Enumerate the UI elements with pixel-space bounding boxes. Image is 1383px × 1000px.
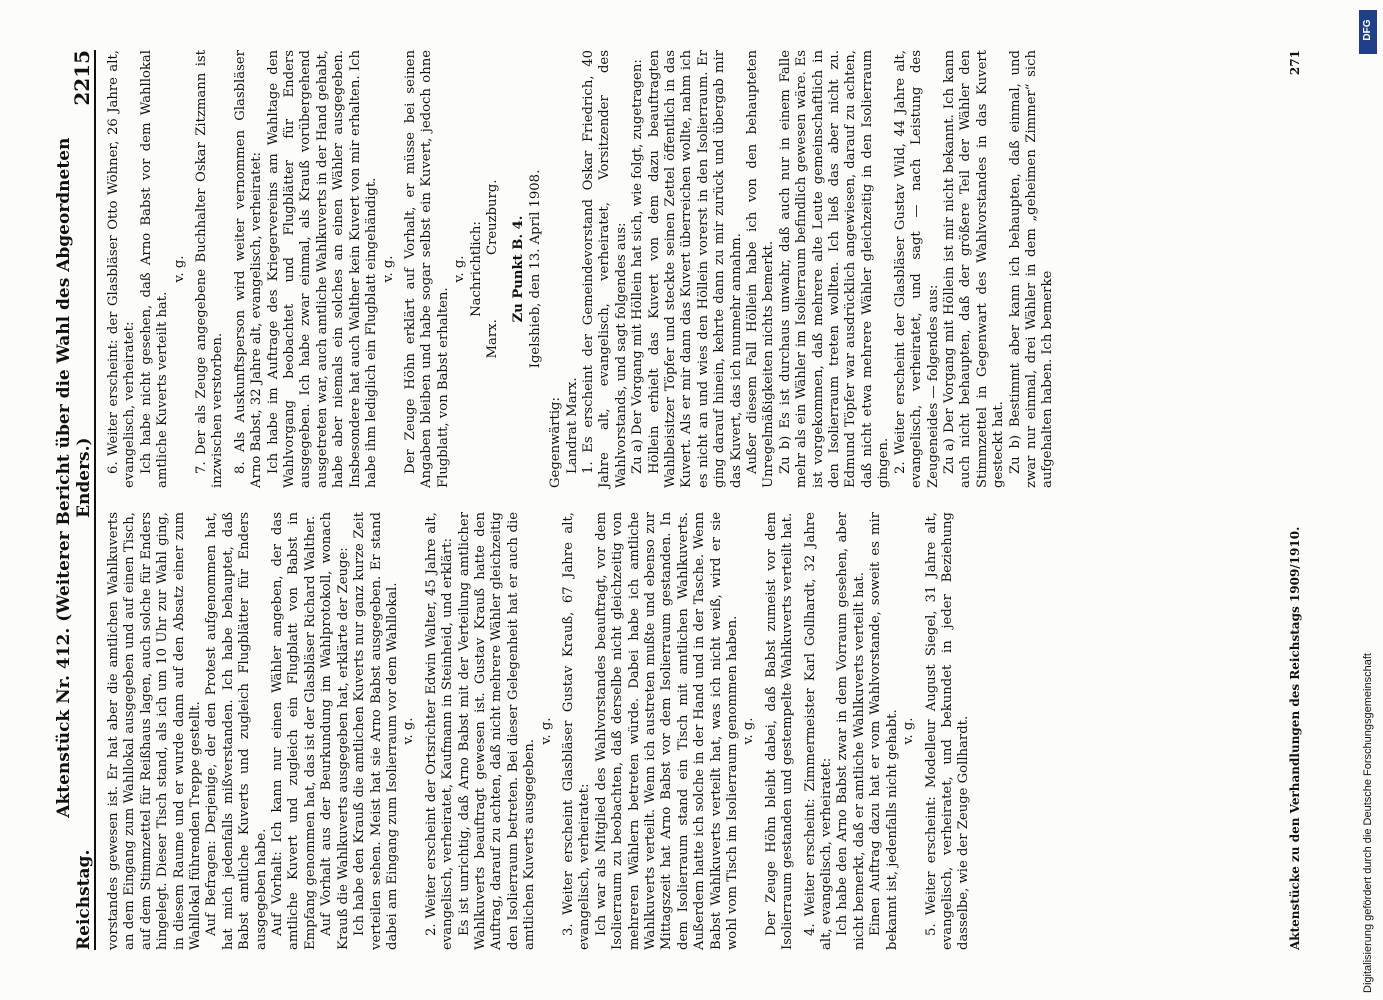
place-date: Igelshieb, den 13. April 1908.: [527, 169, 543, 369]
paragraph: 4. Weiter erscheint: Zimmermeister Karl Gollhardt, 32 Jahre alt, evangelisch, verheiratet:: [802, 512, 835, 950]
vg-mark: v. g.: [538, 717, 554, 745]
page-header: [54, 50, 96, 950]
dfg-logo: DFG: [1359, 10, 1377, 54]
paragraph: Auf Befragen: Derjenige, der den Protest aufgenommen hat, hat mich jedenfalls mißverstanden. Ich habe behauptet, daß Babst amtliche Kuverts und zugleich Flugblätter für Enders ausgegeben habe.: [204, 512, 269, 950]
present-name: Landrat Marx.: [564, 377, 580, 474]
paragraph: 2. Weiter erscheint der Ortsrichter Edwin Walter, 45 Jahre alt, evangelisch, verheiratet, Kaufmann in Steinheid, und erklärt:: [423, 512, 456, 950]
paragraph: Ich habe nicht gesehen, daß Arno Babst vor dem Wahllokal amtliche Kuverts verteilt hat.: [138, 50, 171, 488]
paragraph: Zu a) Der Vorgang mit Höllein ist mir nicht bekannt. Ich kann auch nicht behaupten, daß der größere Teil der Wähler den Stimmzettel in Gegenwart des Wahlvorstandes in das Kuvert gesteckt hat.: [941, 50, 1007, 488]
header-page-number: 2215: [70, 50, 94, 106]
paragraph: Zu b) Es ist durchaus unwahr, daß auch nur in einem Falle mehr als ein Wähler im Isolierraum befindlich gewesen wäre. Es ist vorgekommen, daß mehrere alte Leute gemeinschaftlich in den Isolierraum treten wollten. Ich ließ das aber nicht zu. Edmund Töpfer war ausdrücklich angewiesen, darauf zu achten, daß nicht etwa mehrere Wähler gleichzeitig in den Isolierraum gingen.: [777, 50, 892, 488]
vg-mark: v. g.: [380, 255, 396, 283]
header-title: Aktenstück Nr. 412. (Weiterer Bericht über die Wahl des Abgeordneten Enders.): [54, 137, 94, 818]
paragraph: Auf Vorhalt aus der Beurkundung im Wahlprotokoll, wonach Krauß die Wahlkuverts ausgegeben hat, erklärte der Zeuge:: [319, 512, 351, 950]
paragraph: 1. Es erscheint der Gemeindevorstand Oskar Friedrich, 40 Jahre alt, evangelisch, verheiratet, Vorsitzender des Wahlvorstands, und sagt folgendes aus:: [580, 50, 629, 488]
paragraph: Ich habe im Auftrage des Kriegervereins am Wahltage den Wahlvorgang beobachtet und Flugblätter für Enders ausgegeben. Ich habe zwar einmal, als Krauß vorübergehend ausgetreten war, auch amtliche Wahlkuverts in der Hand gehabt, habe aber niemals ein solches an einen Wähler ausgegeben. Insbesondere hat auch Walther kein Kuvert von mir erhalten. Ich habe ihm lediglich ein Flugblatt eingehändigt.: [265, 50, 380, 488]
header-left: Reichstag.: [74, 849, 94, 950]
present-label: Gegenwärtig:: [548, 397, 564, 488]
paragraph: Es ist unrichtig, daß Arno Babst mit der Verteilung amtlicher Wahlkuverts beauftragt gewesen ist. Gustav Krauß hatte den Auftrag, darauf zu achten, daß nicht mehrere Wähler gleichzeitig den Isolierraum betreten. Bei dieser Gelegenheit hat er auch die amtlichen Kuverts ausgegeben.: [456, 512, 538, 950]
vg-mark: v. g.: [741, 717, 757, 745]
paragraph: vorstandes gewesen ist. Er hat aber die amtlichen Wahlkuverts an dem Eingang zum Wahllokal ausgegeben und auf einen Tisch, auf dem Stimmzettel für Reißhaus lagen, auch solche für Enders hingelegt. Dieser Tisch stand, als ich um 10 Uhr zur Wahl ging, in diesem Raume und er wurde dann auf den Absatz einer zum Wahllokal führenden Treppe gestellt.: [106, 512, 204, 950]
paragraph: Einen Auftrag dazu hat er vom Wahlvorstande, soweit es mir bekannt ist, jedenfalls nicht gehabt.: [868, 512, 900, 950]
paragraph: Ich habe den Arno Babst zwar in dem Vorraum gesehen, aber nicht bemerkt, daß er amtliche Wahlkuverts verteilt hat.: [835, 512, 867, 950]
paragraph: 2. Weiter erscheint der Glasbläser Gustav Wild, 44 Jahre alt, evangelisch, verheiratet, und sagt — nach Leistung des Zeugeneides — folgendes aus:: [892, 50, 941, 488]
paragraph: 6. Weiter erscheint: der Glasbläser Otto Wöhner, 26 Jahre alt, evangelisch, verheiratet:: [106, 50, 138, 488]
paragraph: Ich war als Mitglied des Wahlvorstandes beauftragt, vor dem Isolierraum zu beobachten, daß derselbe nicht gleichzeitig von mehreren Wählern betreten würde. Dabei habe ich amtliche Wahlkuverts verteilt. Wenn ich austreten mußte und ebenso zur Mittagszeit hat Arno Babst vor dem Isolierraum gestanden. In dem Isolierraum stand ein Tisch mit amtlichen Wahlkuverts. Außerdem hatte ich solche in der Hand und in der Tasche. Wenn Babst Wahlkuverts verteilt hat, was ich nicht weiß, wird er sie wohl vom Tisch im Isolierraum genommen haben.: [593, 512, 741, 950]
paragraph: Auf Vorhalt: Ich kann nur einen Wähler angeben, der das amtliche Kuvert und zugleich ein Flugblatt von Babst in Empfang genommen hat, das ist der Glasbläser Richard Walther.: [270, 512, 318, 950]
vg-mark: v. g.: [452, 255, 468, 283]
vg-mark: v. g.: [901, 717, 917, 745]
paragraph: Der Zeuge Höhn erklärt auf Vorhalt, er müsse bei seinen Angaben bleiben und habe sogar selbst ein Kuvert, jedoch ohne Flugblatt, von Babst erhalten.: [402, 50, 451, 488]
paragraph: Ich habe den Krauß die amtlichen Kuverts nur ganz kurze Zeit verteilen sehen. Meist hat sie Arno Babst ausgegeben. Er stand dabei am Eingang zum Isolierraum vor dem Wahllokal.: [352, 512, 400, 950]
digitization-sidebar: [1357, 8, 1379, 993]
signatures: Marx. Creuzburg.: [484, 179, 500, 359]
page-footer: [1288, 50, 1302, 950]
footer-number: 271: [1288, 50, 1302, 76]
paragraph: 5. Weiter erscheint: Modelleur August Siegel, 31 Jahre alt, evangelisch, verheiratet, und bekundet in jeder Beziehung dasselbe, wie der Zeuge Gollhardt.: [923, 512, 972, 950]
paragraph: 7. Der als Zeuge angegebene Buchhalter Oskar Zitzmann ist inzwischen verstorben.: [194, 50, 226, 488]
paragraph: Zu a) Der Vorgang mit Höllein hat sich, wie folgt, zugetragen:: [630, 59, 646, 474]
paragraph: 8. Als Auskunftsperson wird weiter vernommen Glasbläser Arno Babst, 32 Jahre alt, evangelisch, verheiratet:: [232, 50, 265, 488]
vg-mark: v. g.: [401, 717, 417, 745]
text-column-left: [106, 512, 973, 950]
funding-notice: Digitalisierung gefördert durch die Deutsche Forschungsgemeinschaft: [1362, 653, 1374, 993]
footer-title: Aktenstücke zu den Verhandlungen des Reichstags 1909/1910.: [1288, 526, 1302, 950]
text-column-right: [106, 50, 1057, 488]
paragraph: 3. Weiter erscheint Glasbläser Gustav Krauß, 67 Jahre alt, evangelisch, verheiratet:: [560, 512, 593, 950]
paragraph: Außer diesem Fall Höllein habe ich von den behaupteten Unregelmäßigkeiten nichts bemerkt.: [745, 50, 777, 488]
rotated-page-content: [54, 50, 1340, 950]
note-label: Nachrichtlich:: [468, 221, 484, 317]
paragraph: Höllein erhielt das Kuvert von dem dazu beauftragten Wahlbeisitzer Töpfer und steckte seinen Zettel öffentlich in das Kuvert. Als er mir dann das Kuvert überreichen wollte, nahm ich es nicht an und wies den Höllein vorerst in den Isolierraum. Er ging darauf hinein, kehrte dann zu mir zurück und übergab mir das Kuvert, das ich nunmehr annahm.: [646, 50, 744, 488]
vg-mark: v. g.: [171, 255, 187, 283]
section-heading: Zu Punkt B. 4.: [511, 215, 527, 323]
paragraph: Zu b) Bestimmt aber kann ich behaupten, daß einmal, und zwar nur einmal, drei Wähler in dem „geheimen Zimmer“ sich aufgehalten haben. Ich bemerke: [1007, 50, 1056, 488]
paragraph: Der Zeuge Höhn bleibt dabei, daß Babst zumeist vor dem Isolierraum gestanden und gestempelte Wahlkuverts verteilt hat.: [763, 512, 796, 950]
